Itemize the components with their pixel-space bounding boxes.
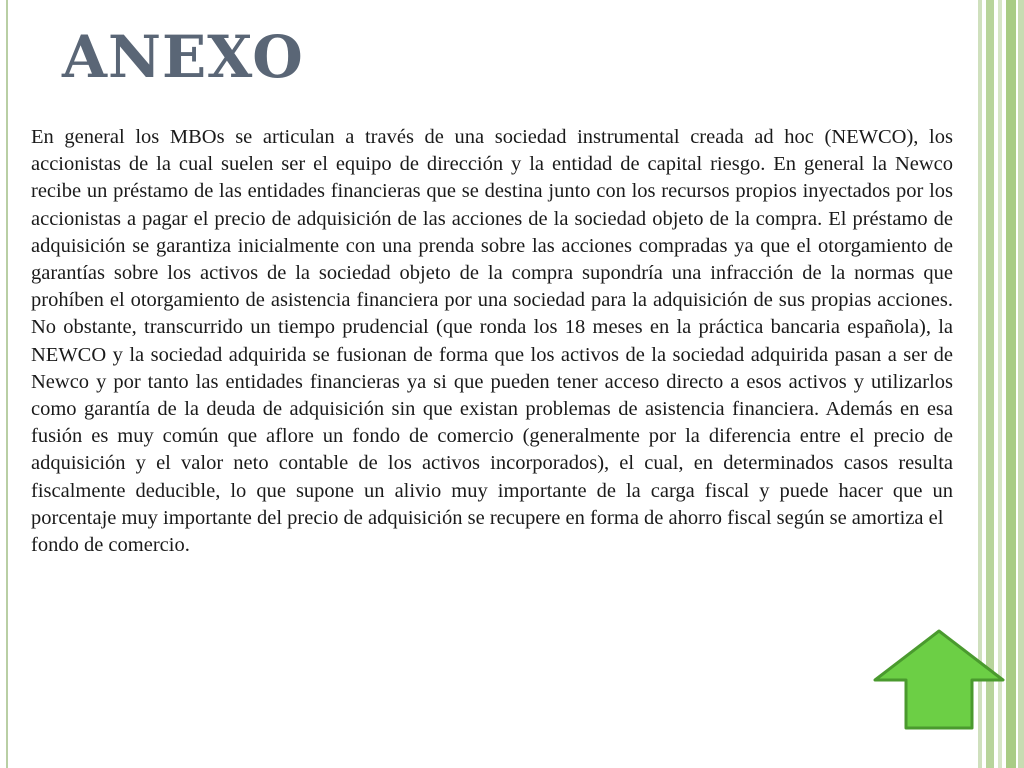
body-paragraph-main: En general los MBOs se articulan a través de una sociedad instrumental creada ad hoc (NEWCO), los accionistas de la cual suelen ser el equipo de dirección y la entidad de capital riesgo. En general la Newco recibe un préstamo de las entidades financieras que se destina junto con los recursos propios inyectados por los accionistas a pagar el precio de adquisición de las acciones de la sociedad objeto de la compra. El préstamo de adquisición se garantiza inicialmente con una prenda sobre las acciones compradas ya que el otorgamiento de garantías sobre los activos de la sociedad objeto de la compra supondría una infracción de la normas que prohíben el otorgamiento de asistencia financiera por una sociedad para la adquisición de sus propias acciones. No obstante, transcurrido un tiempo prudencial (que ronda los 18 meses en la práctica bancaria española), la NEWCO y la sociedad adquirida se fusionan de forma que los activos de la sociedad adquirida pasan a ser de Newco y por tanto las entidades financieras ya si que pueden tener acceso directo a esos activos y utilizarlos como garantía de la deuda de adquisición sin que existan problemas de asistencia financiera. Además en esa fusión es muy común que aflore un fondo de comercio (generalmente por la diferencia entre el precio de adquisición y el valor neto contable de los activos incorporados), el cual, en determinados casos resulta fiscalmente deducible, lo que supone un alivio muy importante de la carga fiscal y puede hacer que un porcentaje muy importante del precio de adquisición se recupere en forma de ahorro fiscal según se amortiza el <box>31 126 953 529</box>
stripe <box>1006 0 1016 768</box>
slide-title: ANEXO <box>62 23 304 91</box>
stripe <box>1018 0 1024 768</box>
body-paragraph-tail: fondo de comercio. <box>31 534 190 557</box>
body-paragraph <box>31 124 953 559</box>
up-arrow-icon[interactable] <box>872 628 1006 732</box>
up-arrow-shape[interactable] <box>875 631 1003 728</box>
left-border-stripe <box>6 0 8 768</box>
